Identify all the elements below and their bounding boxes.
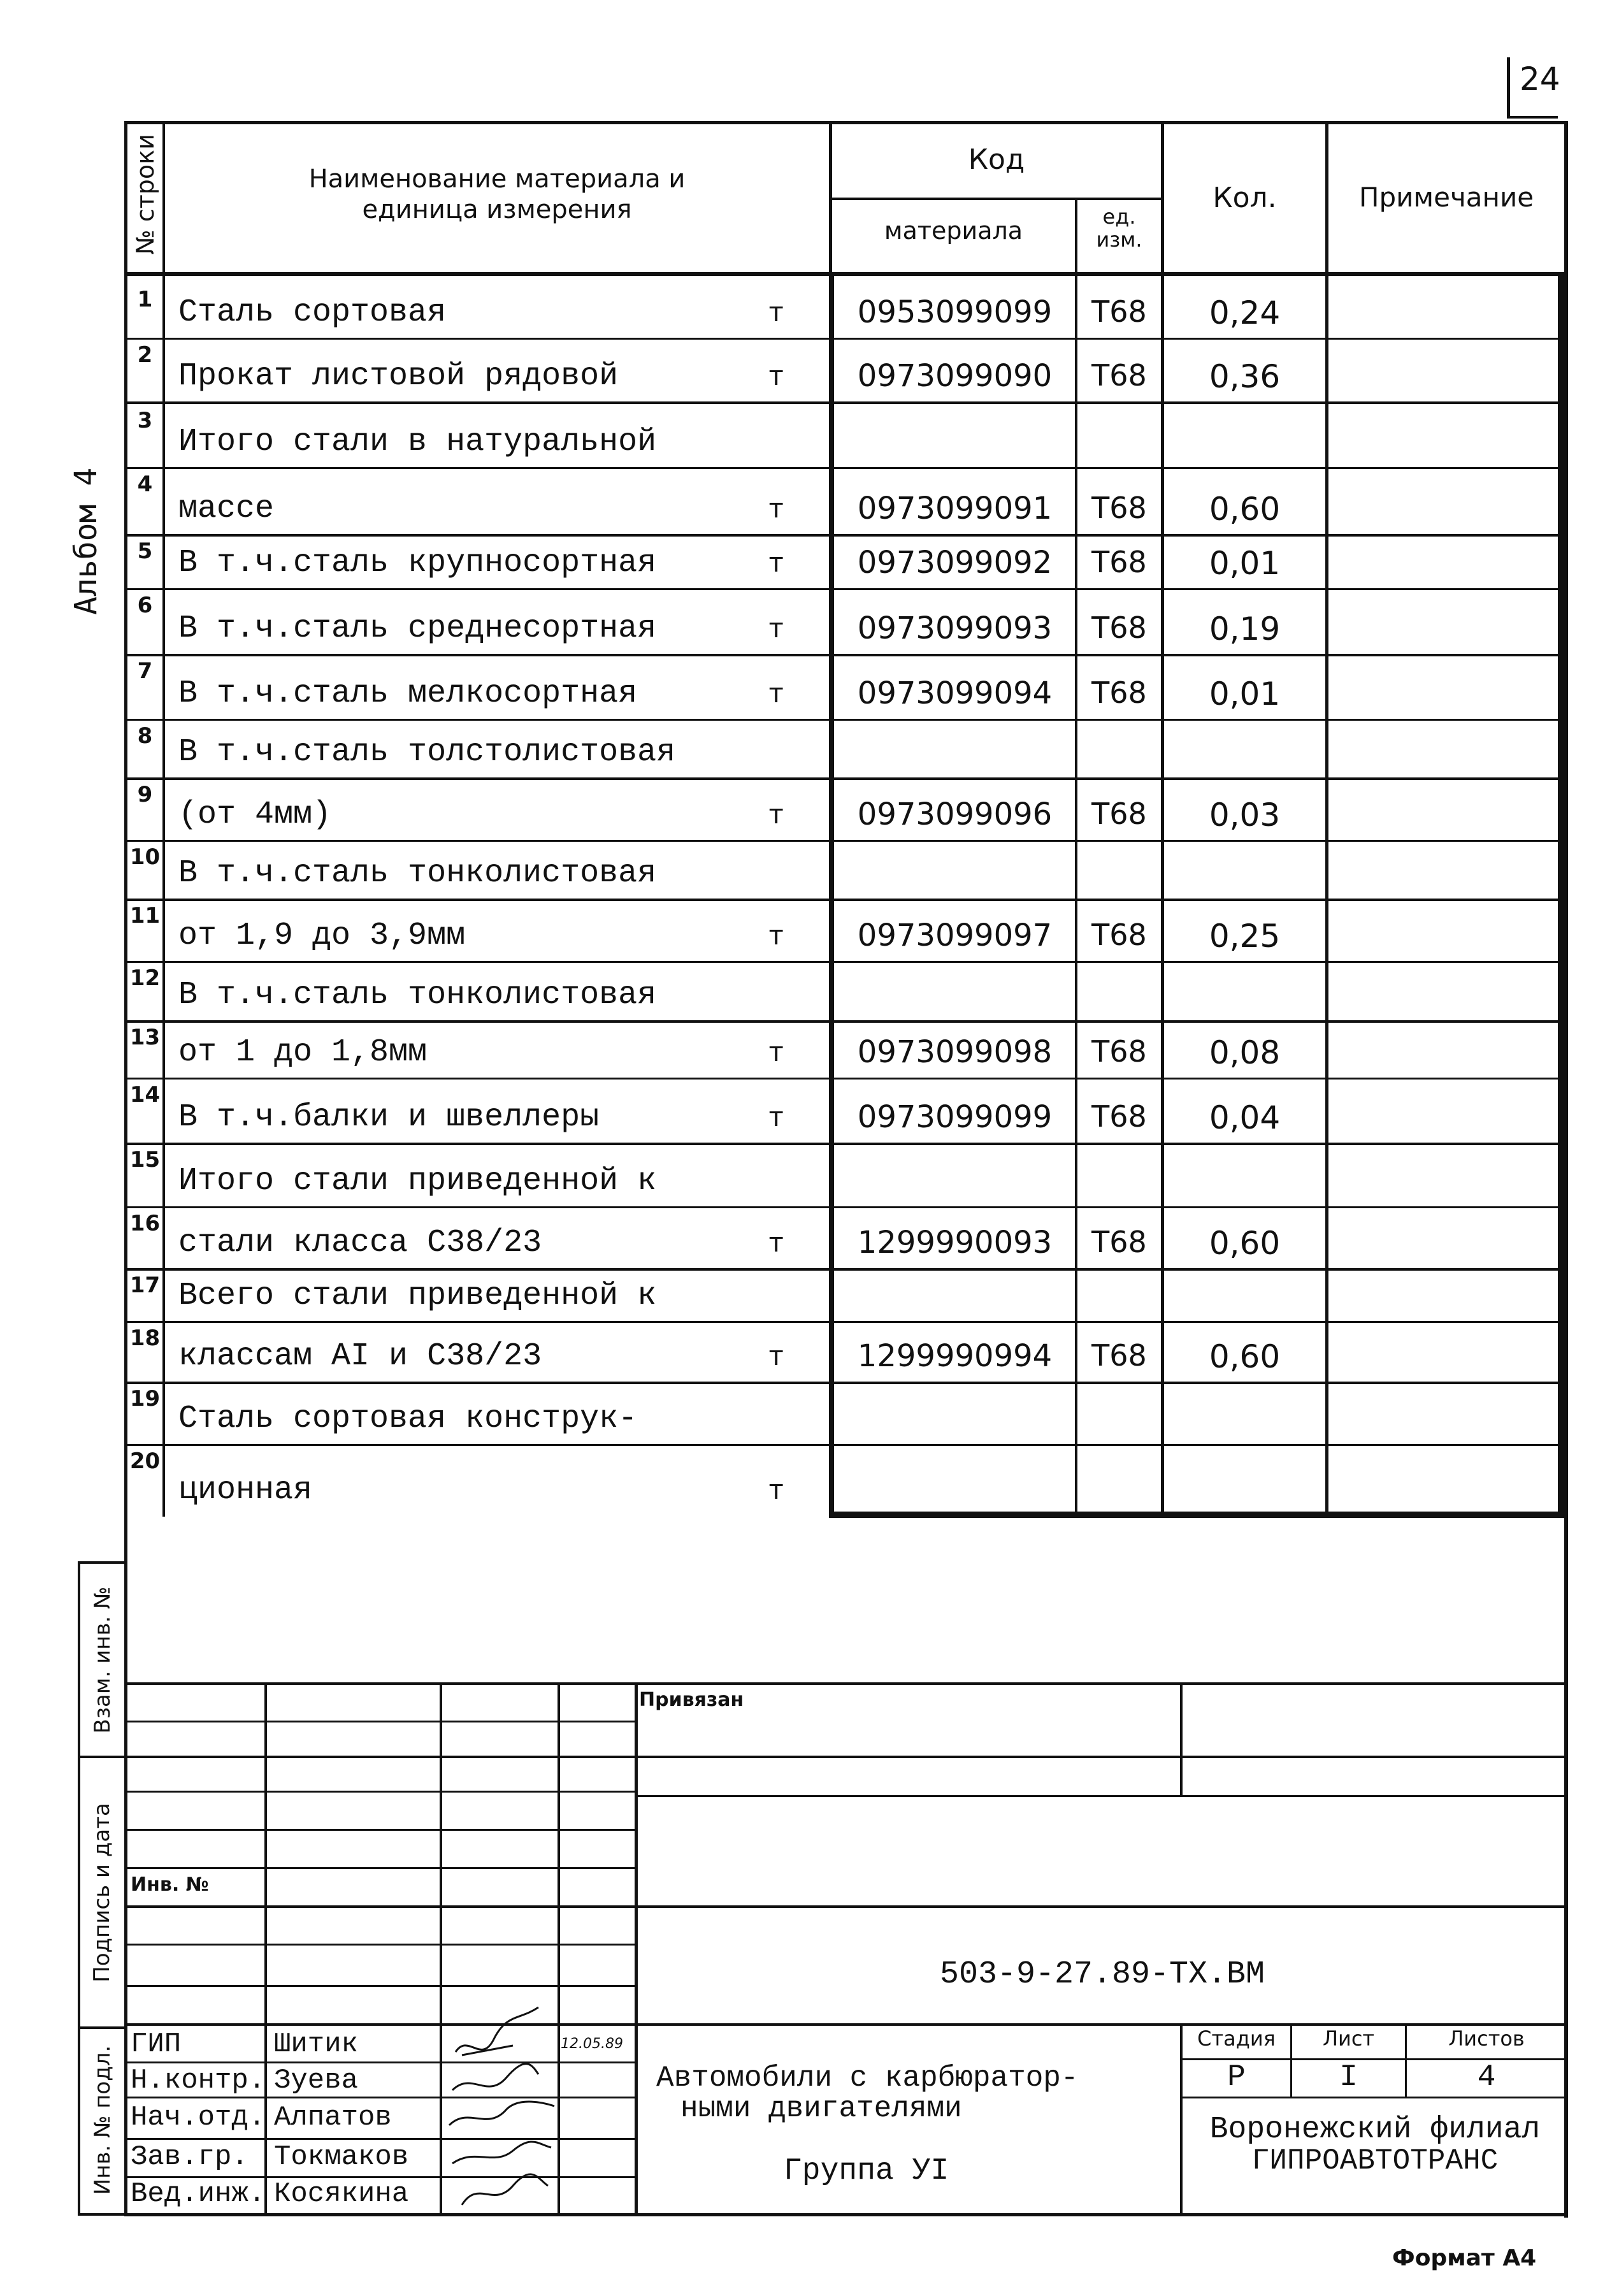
row-unit: т: [768, 1103, 785, 1135]
stamp-line-7: [124, 1905, 1567, 1908]
page-number-border-bottom: [1507, 116, 1558, 119]
row-number: 10: [129, 844, 161, 870]
unit-code-column-line: [1075, 198, 1077, 1517]
stage-value: Р: [1227, 2060, 1246, 2095]
row-unit: т: [768, 614, 785, 646]
row-unit-code: Т68: [1091, 1338, 1147, 1373]
row-number: 4: [137, 472, 153, 497]
row-name: классам АI и С38/23: [178, 1338, 542, 1375]
group-label: Группа УI: [784, 2154, 949, 2188]
stamp-privyazan-bottom: [635, 1795, 1567, 1797]
row-name: В т.ч.балки и швеллеры: [178, 1099, 600, 1136]
row-number: 14: [129, 1082, 161, 1108]
stage-grid-line-2: [1180, 2097, 1567, 2098]
side-strip-left: [78, 1561, 80, 2214]
inv-no-label: Инв. №: [131, 1874, 209, 1896]
row-name: массе: [178, 491, 275, 527]
sheet-label: Лист: [1322, 2026, 1375, 2051]
row-material-code: 0973099096: [857, 797, 1053, 832]
row-unit: т: [768, 495, 785, 526]
row-separator: [127, 401, 1564, 404]
row-unit: т: [768, 679, 785, 711]
row-unit-code: Т68: [1091, 1099, 1147, 1134]
page-number-border: [1507, 57, 1510, 118]
row-unit-code: Т68: [1091, 797, 1147, 831]
row-unit: т: [768, 1038, 785, 1070]
unit-code-header-line2: изм.: [1096, 227, 1142, 252]
row-name: Сталь сортовая конструк-: [178, 1401, 638, 1437]
person-role-4: Зав.гр.: [131, 2141, 248, 2173]
row-name: от 1 до 1,8мм: [178, 1034, 428, 1071]
row-name: В т.ч.сталь среднесортная: [178, 610, 657, 647]
person-role-1: ГИП: [131, 2028, 182, 2060]
sheets-value: 4: [1477, 2060, 1496, 2095]
row-number: 11: [129, 903, 161, 928]
row-number: 6: [137, 593, 153, 618]
row-unit: т: [768, 1229, 785, 1260]
row-material-code: 0973099098: [857, 1034, 1053, 1070]
row-separator: [127, 654, 1564, 656]
person-name-3: Алпатов: [274, 2102, 392, 2134]
row-number: 1: [137, 287, 153, 312]
row-name: В т.ч.сталь толстолистовая: [178, 734, 676, 770]
row-unit: т: [768, 362, 785, 394]
row-name: Итого стали в натуральной: [178, 424, 657, 460]
row-name: стали класса С38/23: [178, 1225, 542, 1261]
stamp-line-3: [124, 1756, 1567, 1758]
row-number: 16: [129, 1211, 161, 1236]
row-number-header: № строки: [131, 134, 159, 255]
person-name-4: Токмаков: [274, 2141, 409, 2173]
person-name-1: Шитик: [274, 2028, 359, 2060]
row-separator: [127, 1321, 1564, 1323]
stamp-line-11: [124, 2061, 637, 2063]
row-separator: [127, 1382, 1564, 1384]
table-left-border: [124, 121, 127, 1517]
table-top-border: [124, 121, 1567, 124]
code-subheader-line: [829, 198, 1162, 200]
stamp-col-3: [558, 1682, 560, 2214]
row-number: 18: [129, 1325, 161, 1351]
stamp-line-10: [124, 2023, 1567, 2026]
row-number: 20: [129, 1448, 161, 1474]
row-unit-code: Т68: [1091, 610, 1147, 645]
row-number: 15: [129, 1147, 161, 1173]
org-line-2: ГИПРОАВТОТРАНС: [1251, 2144, 1499, 2177]
row-quantity: 0,01: [1209, 545, 1281, 582]
person-role-3: Нач.отд.: [131, 2102, 266, 2134]
row-quantity: 0,04: [1209, 1099, 1281, 1136]
row-material-code: 0973099099: [857, 1099, 1053, 1135]
row-name: Сталь сортовая: [178, 294, 447, 331]
row-unit-code: Т68: [1091, 675, 1147, 710]
bold-box-bottom: [829, 1512, 1568, 1518]
row-separator: [127, 899, 1564, 901]
podpis-data-label: Подпись и дата: [89, 1803, 115, 1982]
note-header: Примечание: [1358, 182, 1534, 213]
row-separator: [127, 961, 1564, 963]
row-name: В т.ч.сталь мелкосортная: [178, 675, 638, 712]
row-name: В т.ч.сталь крупносортная: [178, 545, 657, 581]
sheet-value: I: [1339, 2060, 1358, 2095]
row-number: 9: [137, 782, 153, 807]
row-separator: [127, 1206, 1564, 1208]
row-number: 19: [129, 1386, 161, 1412]
row-separator: [127, 338, 1564, 340]
title-line-1: Автомобили с карбюратор-: [656, 2061, 1079, 2095]
row-number: 17: [129, 1273, 161, 1298]
header-bottom-line: [124, 272, 1567, 276]
row-separator: [127, 1143, 1564, 1145]
code-header: Код: [968, 143, 1025, 176]
document-code: 503-9-27.89-ТХ.ВМ: [939, 1956, 1265, 1993]
row-material-code: 0973099090: [857, 358, 1053, 394]
page-number: 24: [1520, 61, 1560, 97]
row-separator: [127, 1444, 1564, 1446]
qty-header: Кол.: [1212, 182, 1277, 214]
row-separator: [127, 1078, 1564, 1079]
row-material-code: 1299990994: [857, 1338, 1053, 1374]
privyazan-label: Привязан: [639, 1689, 744, 1711]
stage-label: Стадия: [1197, 2026, 1276, 2051]
row-separator: [127, 1020, 1564, 1023]
signatures-image: [443, 1995, 558, 2214]
row-separator: [127, 467, 1564, 469]
inv-no-podl-label: Инв. № подл.: [90, 2045, 115, 2195]
title-line-2: ными двигателями: [680, 2092, 962, 2125]
row-quantity: 0,24: [1209, 294, 1281, 331]
row-name: Прокат листовой рядовой: [178, 358, 619, 394]
signature-date: 12.05.89: [561, 2036, 623, 2052]
row-material-code: 0973099093: [857, 610, 1053, 646]
stamp-line-6: [124, 1867, 637, 1869]
row-unit: т: [768, 549, 785, 581]
row-name: Всего стали приведенной к: [178, 1278, 657, 1314]
row-unit: т: [768, 298, 785, 330]
vzam-inv-label: Взам. инв. №: [90, 1586, 115, 1734]
row-number-column-line: [162, 121, 165, 1517]
row-unit-code: Т68: [1091, 491, 1147, 525]
row-separator: [127, 588, 1564, 590]
row-unit-code: Т68: [1091, 918, 1147, 952]
row-unit: т: [768, 1342, 785, 1374]
stamp-line-9: [124, 1985, 637, 1987]
row-number: 7: [137, 658, 153, 684]
sheets-label: Листов: [1448, 2026, 1525, 2051]
row-unit: т: [768, 800, 785, 832]
row-number: 13: [129, 1025, 161, 1050]
material-code-header: материала: [884, 217, 1023, 245]
row-name: ционная: [178, 1472, 313, 1508]
row-number: 8: [137, 723, 153, 749]
row-separator: [127, 1268, 1564, 1271]
stamp-col-2: [440, 1682, 442, 2214]
row-separator: [127, 719, 1564, 721]
row-name: от 1,9 до 3,9мм: [178, 918, 466, 954]
stamp-privyazan-sep: [1180, 1682, 1183, 1797]
org-line-1: Воронежский филиал: [1209, 2112, 1541, 2147]
row-number: 5: [137, 538, 153, 564]
row-quantity: 0,01: [1209, 675, 1281, 712]
format-label: Формат А4: [1392, 2245, 1537, 2271]
row-unit-code: Т68: [1091, 1034, 1147, 1069]
person-name-2: Зуева: [274, 2065, 359, 2097]
stamp-line-8: [124, 1944, 637, 1946]
row-quantity: 0,36: [1209, 358, 1281, 395]
row-quantity: 0,03: [1209, 797, 1281, 834]
stamp-line-4: [124, 1791, 637, 1793]
row-separator: [127, 777, 1564, 780]
row-number: 3: [137, 408, 153, 433]
row-unit: т: [768, 1476, 785, 1508]
name-header-line2: единица измерения: [362, 195, 632, 224]
row-number: 2: [137, 342, 153, 368]
row-separator: [127, 534, 1564, 537]
row-material-code: 0973099097: [857, 918, 1053, 953]
stamp-line-12: [124, 2097, 637, 2098]
row-unit-code: Т68: [1091, 294, 1147, 329]
row-material-code: 1299990093: [857, 1225, 1053, 1260]
row-quantity: 0,08: [1209, 1034, 1281, 1071]
row-separator: [127, 840, 1564, 842]
stamp-col-1: [264, 1682, 267, 2214]
row-quantity: 0,19: [1209, 610, 1281, 647]
bold-box-right: [1558, 272, 1565, 1518]
row-name: В т.ч.сталь тонколистовая: [178, 855, 657, 892]
row-material-code: 0953099099: [857, 294, 1053, 330]
row-quantity: 0,60: [1209, 1225, 1281, 1262]
person-name-5: Косякина: [274, 2178, 409, 2210]
stamp-line-2: [124, 1721, 637, 1722]
person-role-2: Н.контр.: [131, 2065, 266, 2097]
album-label: Альбом 4: [68, 467, 104, 615]
unit-code-header-line1: ед.: [1102, 205, 1136, 229]
row-material-code: 0973099092: [857, 545, 1053, 581]
stamp-line-5: [124, 1829, 637, 1831]
stamp-line-13: [124, 2138, 637, 2140]
row-material-code: 0973099094: [857, 675, 1053, 711]
row-unit-code: Т68: [1091, 358, 1147, 393]
row-quantity: 0,60: [1209, 491, 1281, 528]
row-quantity: 0,60: [1209, 1338, 1281, 1375]
row-name: Итого стали приведенной к: [178, 1163, 657, 1199]
stamp-bottom-line: [124, 2213, 1567, 2216]
row-number: 12: [129, 965, 161, 991]
row-name: (от 4мм): [178, 797, 332, 833]
name-header-line1: Наименование материала и: [308, 164, 686, 194]
row-unit-code: Т68: [1091, 545, 1147, 579]
row-unit-code: Т68: [1091, 1225, 1147, 1259]
stamp-line-1: [124, 1682, 1567, 1685]
stamp-col-4: [635, 1682, 638, 2214]
stamp-left-line: [124, 1515, 127, 2216]
row-unit: т: [768, 921, 785, 953]
person-role-5: Вед.инж.: [131, 2178, 266, 2210]
bold-box-left: [829, 272, 834, 1518]
row-name: В т.ч.сталь тонколистовая: [178, 977, 657, 1013]
row-material-code: 0973099091: [857, 491, 1053, 526]
row-quantity: 0,25: [1209, 918, 1281, 955]
note-column-line: [1325, 121, 1328, 1517]
